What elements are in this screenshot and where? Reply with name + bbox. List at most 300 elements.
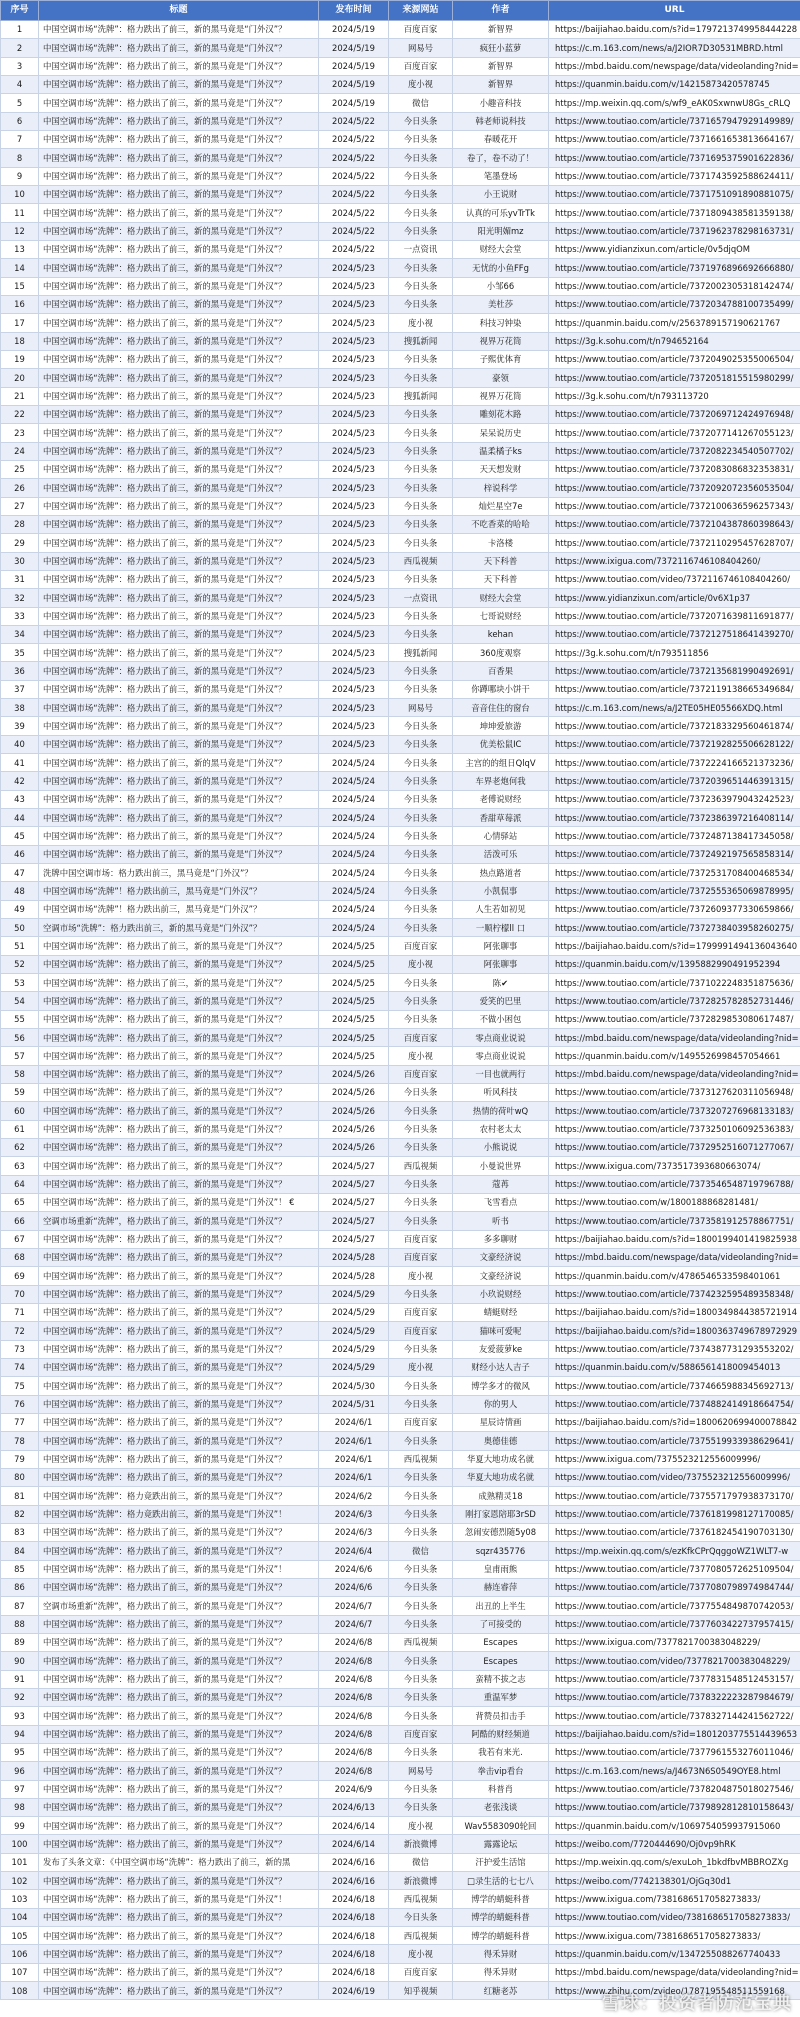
cell-title: 中国空调市场“洗牌”：格力跌出了前三，新的黑马竟是“门外汉”？ [39,1542,319,1560]
cell-title: 中国空调市场“洗牌”：格力跌出了前三，新的黑马竟是“门外汉”？ [39,185,319,203]
cell-date: 2024/5/22 [319,112,389,130]
table-row [1,1780,800,1798]
cell-url[interactable]: https://www.toutiao.com/article/7372071639811691877/ [549,607,800,625]
cell-source: 今日头条 [389,369,453,387]
cell-url[interactable]: https://baijiahao.baidu.com/s?id=1800620699400078842 [549,1413,800,1431]
cell-url[interactable]: https://www.zhihu.com/zvideo/1787195548511559168 [549,1982,800,2000]
cell-url[interactable]: https://www.toutiao.com/article/7374665988345692713/ [549,1377,800,1395]
cell-url[interactable]: https://www.toutiao.com/article/7373546548719796788/ [549,1175,800,1193]
cell-url[interactable]: https://www.toutiao.com/article/7379892812810158643/ [549,1798,800,1816]
cell-title: 中国空调市场“洗牌”：格力跌出了前三，新的黑马竟是“门外汉”？ [39,1817,319,1835]
cell-index: 46 [1,845,39,863]
cell-date: 2024/5/23 [319,699,389,717]
cell-author: 温柔橘子ks [453,442,549,460]
cell-url[interactable]: https://www.toutiao.com/article/7378204875018027546/ [549,1780,800,1798]
cell-url[interactable]: https://baijiahao.baidu.com/s?id=1799991494136043640 [549,937,800,955]
cell-source: 西瓜视频 [389,1157,453,1175]
cell-author: 车界老炮何我 [453,772,549,790]
table-row [1,680,800,698]
cell-author: 韩老师说科技 [453,112,549,130]
cell-url[interactable]: https://www.toutiao.com/article/7372110295457628707/ [549,534,800,552]
table-row [1,1963,800,1981]
table-row [1,735,800,753]
cell-source: 今日头条 [389,735,453,753]
cell-index: 71 [1,1303,39,1321]
cell-date: 2024/5/23 [319,369,389,387]
table-row [1,662,800,680]
cell-url[interactable]: https://www.toutiao.com/article/7371695375901622836/ [549,149,800,167]
cell-url[interactable]: https://www.toutiao.com/article/7372363979043242523/ [549,790,800,808]
cell-url[interactable]: https://www.toutiao.com/article/7372555365069878995/ [549,882,800,900]
cell-index: 98 [1,1798,39,1816]
table-row [1,864,800,882]
cell-source: 今日头条 [389,827,453,845]
table-row [1,1102,800,1120]
cell-url[interactable]: https://c.m.163.com/news/a/J4673N6S0549OYE8.html [549,1762,800,1780]
cell-url[interactable]: https://www.toutiao.com/article/7372487138417345058/ [549,827,800,845]
cell-author: 视界万花筒 [453,387,549,405]
cell-title: 中国空调市场“洗牌”：格力跌出了前三，新的黑马竟是“门外汉”？ [39,1010,319,1028]
cell-source: 今日头条 [389,1780,453,1798]
cell-date: 2024/5/23 [319,405,389,423]
cell-url[interactable]: https://www.toutiao.com/article/7376182454190703130/ [549,1523,800,1541]
cell-source: 今日头条 [389,534,453,552]
cell-date: 2024/6/18 [319,1927,389,1945]
cell-source: 今日头条 [389,1432,453,1450]
table-row [1,699,800,717]
cell-url[interactable]: https://baijiahao.baidu.com/s?id=1800199401419825938 [549,1230,800,1248]
cell-title: 中国空调市场“洗牌”：格力跌出了前三，新的黑马竟是“门外汉”？ [39,21,319,39]
cell-url[interactable]: https://www.toutiao.com/article/7372183329560461874/ [549,717,800,735]
cell-source: 今日头条 [389,259,453,277]
cell-date: 2024/5/23 [319,570,389,588]
cell-index: 78 [1,1432,39,1450]
header-index: 序号 [1,1,39,21]
cell-url[interactable]: https://quanmin.baidu.com/v/1069754059937915060 [549,1817,800,1835]
cell-author: 新智界 [453,21,549,39]
table-row [1,1597,800,1615]
cell-author: 灿烂星空7e [453,497,549,515]
table-row [1,607,800,625]
table-row [1,1010,800,1028]
cell-url[interactable]: https://mbd.baidu.com/newspage/data/videolanding?nid= [549,1065,800,1083]
table-row [1,1817,800,1835]
cell-date: 2024/5/23 [319,259,389,277]
cell-url[interactable]: https://www.toutiao.com/article/7374387731293553202/ [549,1340,800,1358]
cell-url[interactable]: https://www.toutiao.com/article/7371661653813664167/ [549,130,800,148]
table-row [1,1230,800,1248]
cell-author: 财经大会堂 [453,240,549,258]
cell-title: 中国空调市场“洗牌”：格力跌出了前三，新的黑马竟是“门外汉”？ [39,405,319,423]
cell-title: 中国空调市场“洗牌”：格力竟跌出前三，新的黑马竟是“门外汉”？ [39,1487,319,1505]
cell-title: 中国空调市场“洗牌”：格力跌出了前三，新的黑马竟是“门外汉”？ [39,94,319,112]
table-row [1,644,800,662]
cell-url[interactable]: https://www.toutiao.com/article/7373127620311056948/ [549,1084,800,1102]
cell-date: 2024/6/8 [319,1725,389,1743]
cell-url[interactable]: https://mp.weixin.qq.com/s/wf9_eAK0SxwnwU8Gs_cRLQ [549,94,800,112]
cell-url[interactable]: https://quanmin.baidu.com/v/2563789157190621767 [549,314,800,332]
cell-index: 48 [1,882,39,900]
cell-author: 爱笑的巴里 [453,992,549,1010]
cell-url[interactable]: https://3g.k.sohu.com/t/n794652164 [549,332,800,350]
cell-url[interactable]: https://www.toutiao.com/article/7371962378298163731/ [549,222,800,240]
table-row [1,21,800,39]
table-row [1,1175,800,1193]
cell-index: 43 [1,790,39,808]
cell-index: 72 [1,1322,39,1340]
cell-author: 忽闹安德烈随5y08 [453,1523,549,1541]
cell-date: 2024/5/27 [319,1212,389,1230]
cell-url[interactable]: https://mbd.baidu.com/newspage/data/videolanding?nid= [549,1248,800,1266]
cell-url[interactable]: https://www.ixigua.com/7373517393680663074/ [549,1157,800,1175]
cell-url[interactable]: https://www.yidianzixun.com/article/0v5djqOM [549,240,800,258]
cell-url[interactable]: https://www.toutiao.com/article/7372952516071277067/ [549,1139,800,1157]
cell-url[interactable]: https://mbd.baidu.com/newspage/data/videolanding?nid= [549,1963,800,1981]
cell-url[interactable]: https://www.toutiao.com/article/7372104387860398643/ [549,515,800,533]
cell-date: 2024/6/18 [319,1890,389,1908]
cell-url[interactable]: https://baijiahao.baidu.com/s?id=1800349844385721914 [549,1303,800,1321]
table-row [1,442,800,460]
cell-date: 2024/6/19 [319,1982,389,2000]
cell-author: 老张浅谈 [453,1798,549,1816]
cell-url[interactable]: https://www.toutiao.com/article/7377831548512453157/ [549,1670,800,1688]
cell-index: 24 [1,442,39,460]
cell-url[interactable]: https://www.ixigua.com/7377821700383048229/ [549,1633,800,1651]
table-row [1,845,800,863]
cell-url[interactable]: https://www.toutiao.com/article/7372082234540507702/ [549,442,800,460]
cell-date: 2024/5/22 [319,130,389,148]
cell-url[interactable]: https://www.toutiao.com/article/7371809438581359138/ [549,204,800,222]
cell-source: 百度百家 [389,1303,453,1321]
cell-url[interactable]: https://quanmin.baidu.com/v/14215873420578745 [549,75,800,93]
cell-date: 2024/5/23 [319,735,389,753]
table-row [1,75,800,93]
cell-date: 2024/5/23 [319,460,389,478]
cell-index: 44 [1,809,39,827]
table-row [1,277,800,295]
cell-date: 2024/5/19 [319,75,389,93]
cell-date: 2024/6/18 [319,1908,389,1926]
cell-index: 101 [1,1853,39,1871]
cell-source: 百度百家 [389,1065,453,1083]
cell-index: 3 [1,57,39,75]
cell-author: 小熊说说 [453,1139,549,1157]
cell-url[interactable]: https://www.toutiao.com/video/7372116746108404260/ [549,570,800,588]
cell-url[interactable]: https://www.toutiao.com/article/7374232595489358348/ [549,1285,800,1303]
table-row [1,1377,800,1395]
cell-url[interactable]: https://www.toutiao.com/article/7372051815515980299/ [549,369,800,387]
cell-url[interactable]: https://www.toutiao.com/article/7372119138665349684/ [549,680,800,698]
table-row [1,1652,800,1670]
cell-source: 今日头条 [389,204,453,222]
cell-index: 41 [1,754,39,772]
cell-url[interactable]: https://www.ixigua.com/7381686517058273833/ [549,1890,800,1908]
cell-url[interactable]: https://www.toutiao.com/article/7371743592588624411/ [549,167,800,185]
cell-url[interactable]: https://www.toutiao.com/article/7371976896692666880/ [549,259,800,277]
cell-source: 度小视 [389,1945,453,1963]
cell-author: 坤坤爱旅游 [453,717,549,735]
cell-url[interactable]: https://www.toutiao.com/article/7377080798974984744/ [549,1578,800,1596]
cell-date: 2024/5/26 [319,1139,389,1157]
cell-index: 56 [1,1029,39,1047]
table-row [1,39,800,57]
cell-index: 45 [1,827,39,845]
cell-title: 中国空调市场“洗牌”：格力跌出了前三，新的黑马竟是“门外汉”？ [39,424,319,442]
cell-author: 小凯侃事 [453,882,549,900]
cell-url[interactable]: https://www.toutiao.com/article/7372069712424976948/ [549,405,800,423]
cell-date: 2024/5/25 [319,974,389,992]
cell-author: 多多聊财 [453,1230,549,1248]
cell-source: 今日头条 [389,222,453,240]
cell-url[interactable]: https://weibo.com/7742138301/OjGq30d1 [549,1872,800,1890]
cell-url[interactable]: https://www.ixigua.com/7372116746108404260/ [549,552,800,570]
cell-url[interactable]: https://www.yidianzixun.com/article/0v6X1p37 [549,589,800,607]
cell-source: 西瓜视频 [389,1927,453,1945]
table-row [1,332,800,350]
cell-date: 2024/5/24 [319,827,389,845]
cell-index: 83 [1,1523,39,1541]
cell-index: 6 [1,112,39,130]
cell-url[interactable]: https://www.toutiao.com/article/7378327144241562722/ [549,1707,800,1725]
table-row [1,1047,800,1065]
cell-url[interactable]: https://www.toutiao.com/article/7372034788100735499/ [549,295,800,313]
cell-title: 中国空调市场“洗牌”：格力跌出了前三，新的黑马竟是“门外汉”？ [39,1450,319,1468]
cell-index: 31 [1,570,39,588]
cell-index: 58 [1,1065,39,1083]
cell-index: 82 [1,1505,39,1523]
cell-date: 2024/5/29 [319,1303,389,1321]
cell-url[interactable]: https://www.toutiao.com/article/7372039651446391315/ [549,772,800,790]
cell-url[interactable]: https://www.toutiao.com/article/7371751091890881075/ [549,185,800,203]
cell-url[interactable]: https://www.toutiao.com/article/7372083086832353831/ [549,460,800,478]
cell-author: 小邹66 [453,277,549,295]
cell-url[interactable]: https://www.toutiao.com/video/7381686517058273833/ [549,1908,800,1926]
cell-source: 今日头条 [389,1395,453,1413]
cell-url[interactable]: https://www.toutiao.com/article/7377603422737957415/ [549,1615,800,1633]
cell-source: 今日头条 [389,1194,453,1212]
cell-url[interactable]: https://www.toutiao.com/article/7372829853080617487/ [549,1010,800,1028]
cell-url[interactable]: https://baijiahao.baidu.com/s?id=1797213749958444228 [549,21,800,39]
cell-url[interactable]: https://www.toutiao.com/article/7372531708400468534/ [549,864,800,882]
cell-author: 呆呆说历史 [453,424,549,442]
cell-title: 中国空调市场“洗牌”：格力跌出了前三，新的黑马竟是“门外汉”？ [39,589,319,607]
cell-date: 2024/6/1 [319,1468,389,1486]
cell-date: 2024/5/25 [319,1047,389,1065]
table-row [1,1248,800,1266]
cell-source: 度小视 [389,75,453,93]
cell-author: sqzr435776 [453,1542,549,1560]
cell-index: 68 [1,1248,39,1266]
cell-date: 2024/5/23 [319,350,389,368]
cell-author: 陈✔ [453,974,549,992]
cell-url[interactable]: https://www.toutiao.com/article/7372609377330659866/ [549,900,800,918]
cell-author: 文豪经济说 [453,1267,549,1285]
table-row [1,1487,800,1505]
cell-source: 今日头条 [389,1212,453,1230]
cell-url[interactable]: https://weibo.com/7720444690/Oj0vp9hRK [549,1835,800,1853]
table-row [1,295,800,313]
table-row [1,1340,800,1358]
cell-url[interactable]: https://quanmin.baidu.com/v/1347255088267740433 [549,1945,800,1963]
cell-title: 中国空调市场“洗牌”：格力跌出了前三，新的黑马竟是“门外汉”？ [39,1230,319,1248]
cell-date: 2024/5/27 [319,1157,389,1175]
cell-url[interactable]: https://www.ixigua.com/7375523212556009996/ [549,1450,800,1468]
cell-index: 37 [1,680,39,698]
cell-url[interactable]: https://www.toutiao.com/article/7372100636596257343/ [549,497,800,515]
cell-source: 今日头条 [389,1340,453,1358]
cell-url[interactable]: https://www.toutiao.com/article/7376181998127170085/ [549,1505,800,1523]
cell-url[interactable]: https://www.toutiao.com/article/7374882414918664754/ [549,1395,800,1413]
cell-source: 今日头条 [389,1688,453,1706]
cell-index: 90 [1,1652,39,1670]
cell-url[interactable]: https://www.toutiao.com/w/1800188868281481/ [549,1194,800,1212]
cell-title: 中国空调市场“洗牌”：格力跌出了前三，新的黑马竟是“门外汉”？ [39,1395,319,1413]
cell-url[interactable]: https://www.toutiao.com/article/7372077141267055123/ [549,424,800,442]
table-row [1,1139,800,1157]
cell-title: 中国空调市场“洗牌”：格力竟跌出前三，新的黑马竟是“门外汉”！ [39,1505,319,1523]
cell-author: 百香果 [453,662,549,680]
cell-url[interactable]: https://quanmin.baidu.com/v/5886561418009454013 [549,1358,800,1376]
table-row [1,1872,800,1890]
cell-date: 2024/5/22 [319,149,389,167]
cell-url[interactable]: https://www.toutiao.com/article/7372825782852731446/ [549,992,800,1010]
cell-date: 2024/6/6 [319,1578,389,1596]
table-row [1,204,800,222]
cell-author: 奥德佳德 [453,1432,549,1450]
cell-source: 新浪微博 [389,1872,453,1890]
cell-source: 今日头条 [389,992,453,1010]
cell-url[interactable]: https://www.toutiao.com/article/7377554849870742053/ [549,1597,800,1615]
table-row [1,1395,800,1413]
cell-title: 中国空调市场“洗牌”：格力跌出了前三，新的黑马竟是“门外汉”？ [39,314,319,332]
cell-date: 2024/5/24 [319,900,389,918]
cell-url[interactable]: https://www.toutiao.com/article/7372049025355006504/ [549,350,800,368]
cell-url[interactable]: https://www.toutiao.com/article/7372738403958260275/ [549,919,800,937]
table-row [1,900,800,918]
cell-author: 人生若如初见 [453,900,549,918]
cell-index: 70 [1,1285,39,1303]
cell-author: 心情驿站 [453,827,549,845]
cell-url[interactable]: https://www.toutiao.com/article/7372092072356053504/ [549,479,800,497]
cell-url[interactable]: https://www.toutiao.com/article/7377961553276011046/ [549,1743,800,1761]
cell-url[interactable]: https://www.toutiao.com/article/7371657947929149989/ [549,112,800,130]
cell-index: 73 [1,1340,39,1358]
cell-source: 今日头条 [389,185,453,203]
cell-author: 视界万花筒 [453,332,549,350]
cell-url[interactable]: https://www.toutiao.com/article/7372127518641439270/ [549,625,800,643]
cell-url[interactable]: https://www.toutiao.com/article/7373207276968133183/ [549,1102,800,1120]
table-row [1,1927,800,1945]
cell-url[interactable]: https://www.toutiao.com/article/7372386397216408114/ [549,809,800,827]
cell-url[interactable]: https://3g.k.sohu.com/t/n793113720 [549,387,800,405]
cell-author: 天下科普 [453,570,549,588]
cell-date: 2024/5/26 [319,1084,389,1102]
cell-date: 2024/5/24 [319,809,389,827]
cell-url[interactable]: https://www.toutiao.com/article/7372192825506628122/ [549,735,800,753]
cell-url[interactable]: https://quanmin.baidu.com/v/1395882990491952394 [549,955,800,973]
cell-url[interactable]: https://c.m.163.com/news/a/J2TE05HE05566XDQ.html [549,699,800,717]
cell-url[interactable]: https://www.toutiao.com/article/7372492197565858314/ [549,845,800,863]
cell-author: 零点商业说说 [453,1047,549,1065]
cell-url[interactable]: https://www.toutiao.com/article/7372002305318142474/ [549,277,800,295]
table-row [1,1835,800,1853]
table-row [1,882,800,900]
cell-source: 今日头条 [389,754,453,772]
cell-title: 中国空调市场“洗牌”：格力跌出了前三，新的黑马竟是“门外汉”！ [39,1560,319,1578]
table-row [1,460,800,478]
cell-date: 2024/6/4 [319,1542,389,1560]
cell-index: 23 [1,424,39,442]
cell-title: 中国空调市场“洗牌”：格力跌出了前三，新的黑马竟是“门外汉”！ € [39,1194,319,1212]
cell-title: 中国空调市场“洗牌”：格力跌出了前三，新的黑马竟是“门外汉”？ [39,1982,319,2000]
cell-url[interactable]: https://www.toutiao.com/article/7373581912578867751/ [549,1212,800,1230]
cell-url[interactable]: https://www.toutiao.com/video/7377821700383048229/ [549,1652,800,1670]
cell-url[interactable]: https://baijiahao.baidu.com/s?id=1800363749678972929 [549,1322,800,1340]
cell-source: 微信 [389,94,453,112]
cell-url[interactable]: https://www.toutiao.com/article/7372224166521373236/ [549,754,800,772]
cell-url[interactable]: https://baijiahao.baidu.com/s?id=1801203775514439653 [549,1725,800,1743]
table-row [1,534,800,552]
cell-url[interactable]: https://www.toutiao.com/article/7375519933938629641/ [549,1432,800,1450]
cell-title: 中国空调市场“洗牌”：格力跌出了前三，新的黑马竟是“门外汉”？ [39,222,319,240]
cell-url[interactable]: https://www.toutiao.com/article/7372135681990492691/ [549,662,800,680]
cell-index: 13 [1,240,39,258]
cell-url[interactable]: https://www.toutiao.com/article/7373250106092536383/ [549,1120,800,1138]
cell-url[interactable]: https://www.toutiao.com/video/7375523212556009996/ [549,1468,800,1486]
cell-author: 出丑的上半生 [453,1597,549,1615]
cell-title: 中国空调市场“洗牌”：格力跌出了前三，新的黑马竟是“门外汉”？ [39,1248,319,1266]
table-row [1,405,800,423]
cell-url[interactable]: https://www.toutiao.com/article/7377080572625109504/ [549,1560,800,1578]
table-row [1,1762,800,1780]
cell-title: 中国空调市场“洗牌”：格力跌出了前三，新的黑马竟是“门外汉”？ [39,442,319,460]
table-body [1,21,800,2000]
cell-url[interactable]: https://www.toutiao.com/article/7371022248351875636/ [549,974,800,992]
cell-source: 百度百家 [389,1413,453,1431]
cell-date: 2024/6/18 [319,1963,389,1981]
cell-author: 疯狂小蓝萝 [453,39,549,57]
cell-title: 中国空调市场“洗牌”：格力跌出了前三，新的黑马竟是“门外汉”？ [39,369,319,387]
cell-date: 2024/5/26 [319,1065,389,1083]
cell-url[interactable]: https://mbd.baidu.com/newspage/data/videolanding?nid= [549,57,800,75]
cell-url[interactable]: https://quanmin.baidu.com/v/1495526998457054661 [549,1047,800,1065]
cell-index: 94 [1,1725,39,1743]
table-row [1,625,800,643]
cell-url[interactable]: https://c.m.163.com/news/a/J2IOR7D30531MBRD.html [549,39,800,57]
cell-url[interactable]: https://mbd.baidu.com/newspage/data/videolanding?nid= [549,1029,800,1047]
cell-url[interactable]: https://www.toutiao.com/article/7378322223287984679/ [549,1688,800,1706]
table-row [1,497,800,515]
cell-title: 中国空调市场“洗牌”：格力跌出了前三，新的黑马竟是“门外汉”？ [39,1084,319,1102]
cell-url[interactable]: https://mp.weixin.qq.com/s/ezKfkCPrQqggoWZ1WLT7-w [549,1542,800,1560]
cell-url[interactable]: https://3g.k.sohu.com/t/n793511856 [549,644,800,662]
cell-date: 2024/5/23 [319,662,389,680]
cell-date: 2024/6/8 [319,1633,389,1651]
cell-url[interactable]: https://www.ixigua.com/7381686517058273833/ [549,1927,800,1945]
cell-url[interactable]: https://mp.weixin.qq.com/s/exuLoh_1bkdfbvMBBROZXg [549,1853,800,1871]
cell-url[interactable]: https://quanmin.baidu.com/v/4786546533598401061 [549,1267,800,1285]
cell-date: 2024/6/18 [319,1945,389,1963]
table-row [1,1065,800,1083]
cell-date: 2024/5/24 [319,845,389,863]
table-row [1,1084,800,1102]
cell-title: 中国空调市场“洗牌”：格力跌出了前三，新的黑马竟是“门外汉”？ [39,1945,319,1963]
table-row [1,937,800,955]
cell-index: 11 [1,204,39,222]
cell-author: 无忧的小鱼FFg [453,259,549,277]
cell-index: 16 [1,295,39,313]
cell-url[interactable]: https://www.toutiao.com/article/7375571797938373170/ [549,1487,800,1505]
